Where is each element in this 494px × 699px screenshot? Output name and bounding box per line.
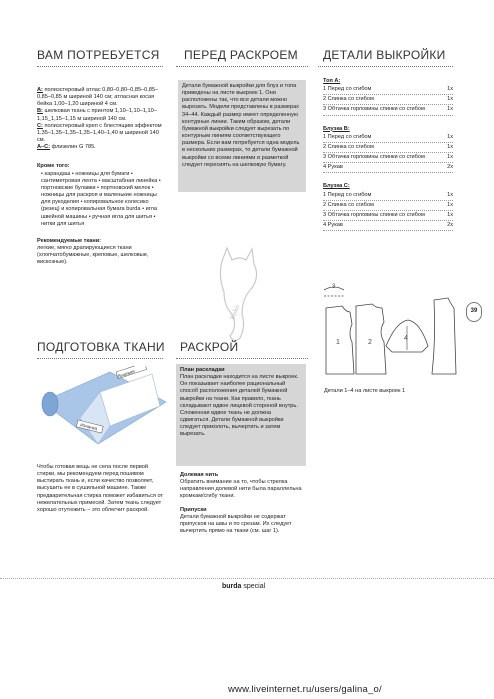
page-number: 39 <box>466 302 482 322</box>
group-title: Блузка С: <box>323 183 350 190</box>
detail-row: 1 Перед со сгибом 1x <box>323 133 453 143</box>
group-title: Блузка В: <box>323 125 350 132</box>
fabric-tag-right-side: Лицевая <box>116 368 136 379</box>
footer-divider <box>0 578 494 579</box>
divider <box>176 358 308 359</box>
grain-text: Обратить внимание на то, чтобы стрелка направления долевой нити была параллельна кромкам/сгибу ткани. <box>180 479 302 500</box>
divider <box>37 358 163 359</box>
cat-logo-icon <box>212 246 262 346</box>
detail-row: 1 Перед со сгибом 1x <box>323 191 453 201</box>
prep-text: Чтобы готовая вещь не села после первой стирки, мы рекомендуем перед пошивом выстирать ткань и, если качество позволяет, высушить ее в сушильной машине. Также предварительная стирка поможет избавиться от нежелательных примесей. Затем ткань следует хорошо отутюжить – это облегчит раскрой. <box>37 464 163 513</box>
material-ac: А–С: флизелин G 785. <box>37 144 96 151</box>
detail-row: 2 Спинка со сгибом 1x <box>323 95 453 105</box>
material-c: С: полиэстеровый креп с блестящим эффектом 1,35–1,35–1,35–1,35–1,40–1,40 м шириной 140 см. <box>37 122 162 144</box>
piece-label: 3 <box>332 284 336 290</box>
heading-details: ДЕТАЛИ ВЫКРОЙКИ <box>323 48 446 62</box>
detail-row: 3 Обтачка горловины спинки со сгибом 1x <box>323 153 453 163</box>
detail-row: 3 Обтачка горловины спинки со сгибом 1x <box>323 105 453 115</box>
before-text: Детали бумажной выкройки для блуз и топа приведены на листе выкроек 1. Они расположены так, что все детали можно вырезать. Модели представлены в размерах 34–44. Каждый размер имеет определенную контурные линии. Таким образом, детали бумажной выкройки следует вырезать по контурным линиям соответствующего размера. Если вам потребуется одна модель в нескольких размерах, то детали бумажной выкройки со всеми линиями и разметкой следует пересиять на шелковую бумагу. <box>182 83 300 168</box>
heading-before: ПЕРЕД РАСКРОЕМ <box>184 48 298 62</box>
detail-row: 1 Перед со сгибом 1x <box>323 85 453 95</box>
detail-row: 4 Рукав 2x <box>323 163 453 173</box>
detail-row: 2 Спинка со сгибом 1x <box>323 143 453 153</box>
extra-title: Кроме того: <box>37 163 70 170</box>
layout-title: План раскладки <box>180 367 225 373</box>
piece-label: 1 <box>336 339 340 346</box>
fabrics-title: Рекомендуемые ткани: <box>37 237 102 244</box>
details-table <box>323 78 453 231</box>
before-box <box>178 80 306 192</box>
heading-need: ВАМ ПОТРЕБУЕТСЯ <box>37 48 160 62</box>
heading-cutting: РАСКРОЙ <box>180 340 239 354</box>
materials-list <box>37 87 165 266</box>
pattern-pieces-diagram <box>316 278 461 380</box>
layout-box <box>176 364 306 466</box>
divider <box>37 66 163 67</box>
detail-row: 2 Спинка со сгибом 1x <box>323 201 453 211</box>
divider <box>176 66 308 67</box>
fabric-roll-illustration <box>40 366 168 452</box>
detail-row: 3 Обтачка горловины спинки со сгибом 1x <box>323 211 453 221</box>
material-a: А: полиэстеровый атлас 0,80–0,80–0,85–0,85–0,85–0,85 м шириной 140 см; атласная косая бейка 1,00–1,20 шириной 4 см. <box>37 87 159 108</box>
watermark-url: www.liveinternet.ru/users/galina_o/ <box>228 684 382 695</box>
brand-label: burda special <box>222 583 266 590</box>
cutting-notes <box>180 472 308 535</box>
piece-label: 2 <box>368 339 372 346</box>
fabrics-text: легкие, мягко драпирующиеся ткани (хлопчатобумажные, креповые, шелковые, вискозные). <box>37 244 149 266</box>
extra-text: • карандаш • ножницы для бумаги • сантиметровая лента • масштабная линейка • портновские булавки • портновский мелок • ножницы для раскроя и маленькие ножницы для рукоделия • копировальное колесико (резец) и копировальная бумага burda • игла швейной машины • ручная игла для шитья • нитки для шитья <box>41 170 161 227</box>
heading-prep: ПОДГОТОВКА ТКАНИ <box>37 340 165 354</box>
diagram-caption: Детали 1–4 на листе выкроек 1 <box>324 388 406 394</box>
logo-text: Koko <box>229 304 242 321</box>
group-title: Топ А: <box>323 78 341 84</box>
allowance-title: Припуски <box>180 506 207 513</box>
allowance-text: Детали бумажной выкройки не содержат припусков на швы и по срезам. Их следует вычертить прямо на ткани (см. шаг 1). <box>180 513 292 535</box>
material-b: В: шелковая ткань с принтом 1,10–1,10–1,10–1,15_1,15–1,15 м шириной 140 см. <box>37 108 157 122</box>
layout-text: План раскладки находится на листе выкроек. Он показывает наиболее рациональный способ расположения деталей бумажной выкройки на ткани. Как правило, ткань складывают вдвое лицевой стороной внутрь. Сложенная вдвое ткань не должна сдвигаться. Детали бумажной выкройки следует приколоть, вычертить и затем вырезать. <box>180 374 299 438</box>
piece-label: 4 <box>404 335 408 342</box>
fabric-tag-wrong-side: Изнанка <box>79 422 98 432</box>
grain-title: Долевая нить <box>180 472 219 478</box>
detail-row: 4 Рукав 2x <box>323 221 453 231</box>
divider <box>318 66 453 67</box>
